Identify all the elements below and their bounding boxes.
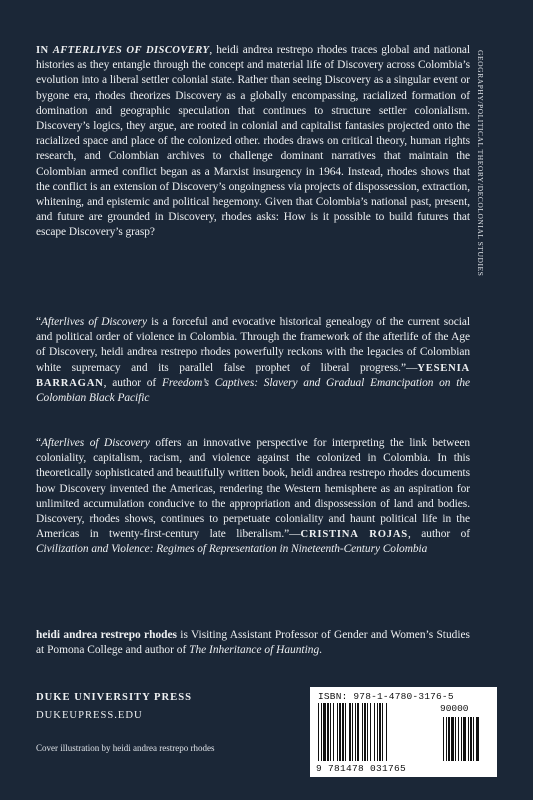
lead-prefix: IN xyxy=(36,45,53,56)
quote-author: YESENIA BARRAGAN xyxy=(36,362,470,389)
publisher-url: DUKEUPRESS.EDU xyxy=(36,710,143,721)
quote-author-book: Freedom’s Captives: Slavery and Gradual Emancipation on the Colombian Black Pacific xyxy=(36,376,470,405)
quote-text: offers an innovative perspective for interpreting the link between coloniality, capitalism, racism, and violence against the colonized in Colombia. In this theoretically sophisticated and beautifully written book, heidi andrea restrepo rhodes documents how Discovery invented the Americas, rendering the Western hemisphere as an aspiration for unlimited accumulation conducive to the appropriation and dispossession of land and bodies. Discovery, rhodes shows, continues to perpetuate coloniality and haunt political life in the Americas in twenty-first-century late liberalism.”— xyxy=(36,437,470,541)
barcode-digits: 9 781478 031765 xyxy=(316,763,407,774)
endorsement-quote-1 xyxy=(36,315,470,406)
endorsement-quote-2 xyxy=(36,436,470,558)
barcode-bars xyxy=(318,703,488,763)
quote-author-suffix: , author of xyxy=(408,528,470,541)
spine-subject-text xyxy=(476,50,496,320)
isbn-barcode xyxy=(310,687,497,777)
quote-author-book: Civilization and Violence: Regimes of Representation in Nineteenth-Century Colombia xyxy=(36,543,428,556)
author-name: heidi andrea restrepo rhodes xyxy=(36,629,177,641)
spine-label: GEOGRAPHY/POLITICAL THEORY/DECOLONIAL STUDIES xyxy=(476,50,485,277)
description-lead xyxy=(36,45,209,56)
quote-open-mark: “ xyxy=(36,316,42,328)
quote-text: is a forceful and evocative historical genealogy of the current social and political order of violence in Colombia. Through the framework of the afterlife of the Age of Discovery, heidi andrea restrepo rhodes powerfully reckons with the legacies of Colombian white supremacy and its parallel false prophet of liberal progress.”— xyxy=(36,316,470,374)
bio-text: is Visiting Assistant Professor of Gender and Women’s Studies at Pomona College and author of xyxy=(36,629,470,657)
publisher-name: DUKE UNIVERSITY PRESS xyxy=(36,692,193,703)
description-body: , heidi andrea restrepo rhodes traces global and national histories as they entangle through the concept and material life of Discovery across Colombia’s evolution into a liberal settler colonial state. Rather than seeing Discovery as a singular event or bygone era, rhodes theorizes Discovery as a globally encompassing, racialized formation of domination and geographic speculation that continues to structure settler colonialism. Discovery’s logics, they argue, are rooted in colonial and capitalist fantasies projected onto the racialized space and place of the colonized other. rhodes draws on critical theory, human rights research, and Colombian archives to challenge dominant narratives that maintain the Colombian armed conflict began as a Marxist insurgency in 1964. Instead, rhodes shows that the conflict is an extension of Discovery’s ongoingness via projects of dispossession, extraction, whitening, and epistemic and political hegemony. Given that Colombia’s national past, present, and future are grounded in Discovery, rhodes asks: How is it possible to build futures that escape Discovery’s grasp? xyxy=(36,44,471,239)
quote-author-suffix: , author of xyxy=(103,376,162,389)
quote-book-title: Afterlives of Discovery xyxy=(41,316,147,328)
quote-author: CRISTINA ROJAS xyxy=(300,529,408,541)
price-code: 90000 xyxy=(440,703,469,714)
bio-book-title: The Inheritance of Haunting xyxy=(189,644,320,657)
bio-end: . xyxy=(319,644,322,657)
quote-book-title: Afterlives of Discovery xyxy=(41,437,150,449)
isbn-text: ISBN: 978-1-4780-3176-5 xyxy=(318,691,454,702)
cover-credit: Cover illustration by heidi andrea restrepo rhodes xyxy=(36,743,215,753)
quote-open-mark: “ xyxy=(36,437,42,449)
author-bio xyxy=(36,628,470,658)
lead-title: AFTERLIVES OF DISCOVERY xyxy=(52,45,210,56)
description-paragraph xyxy=(36,43,470,241)
